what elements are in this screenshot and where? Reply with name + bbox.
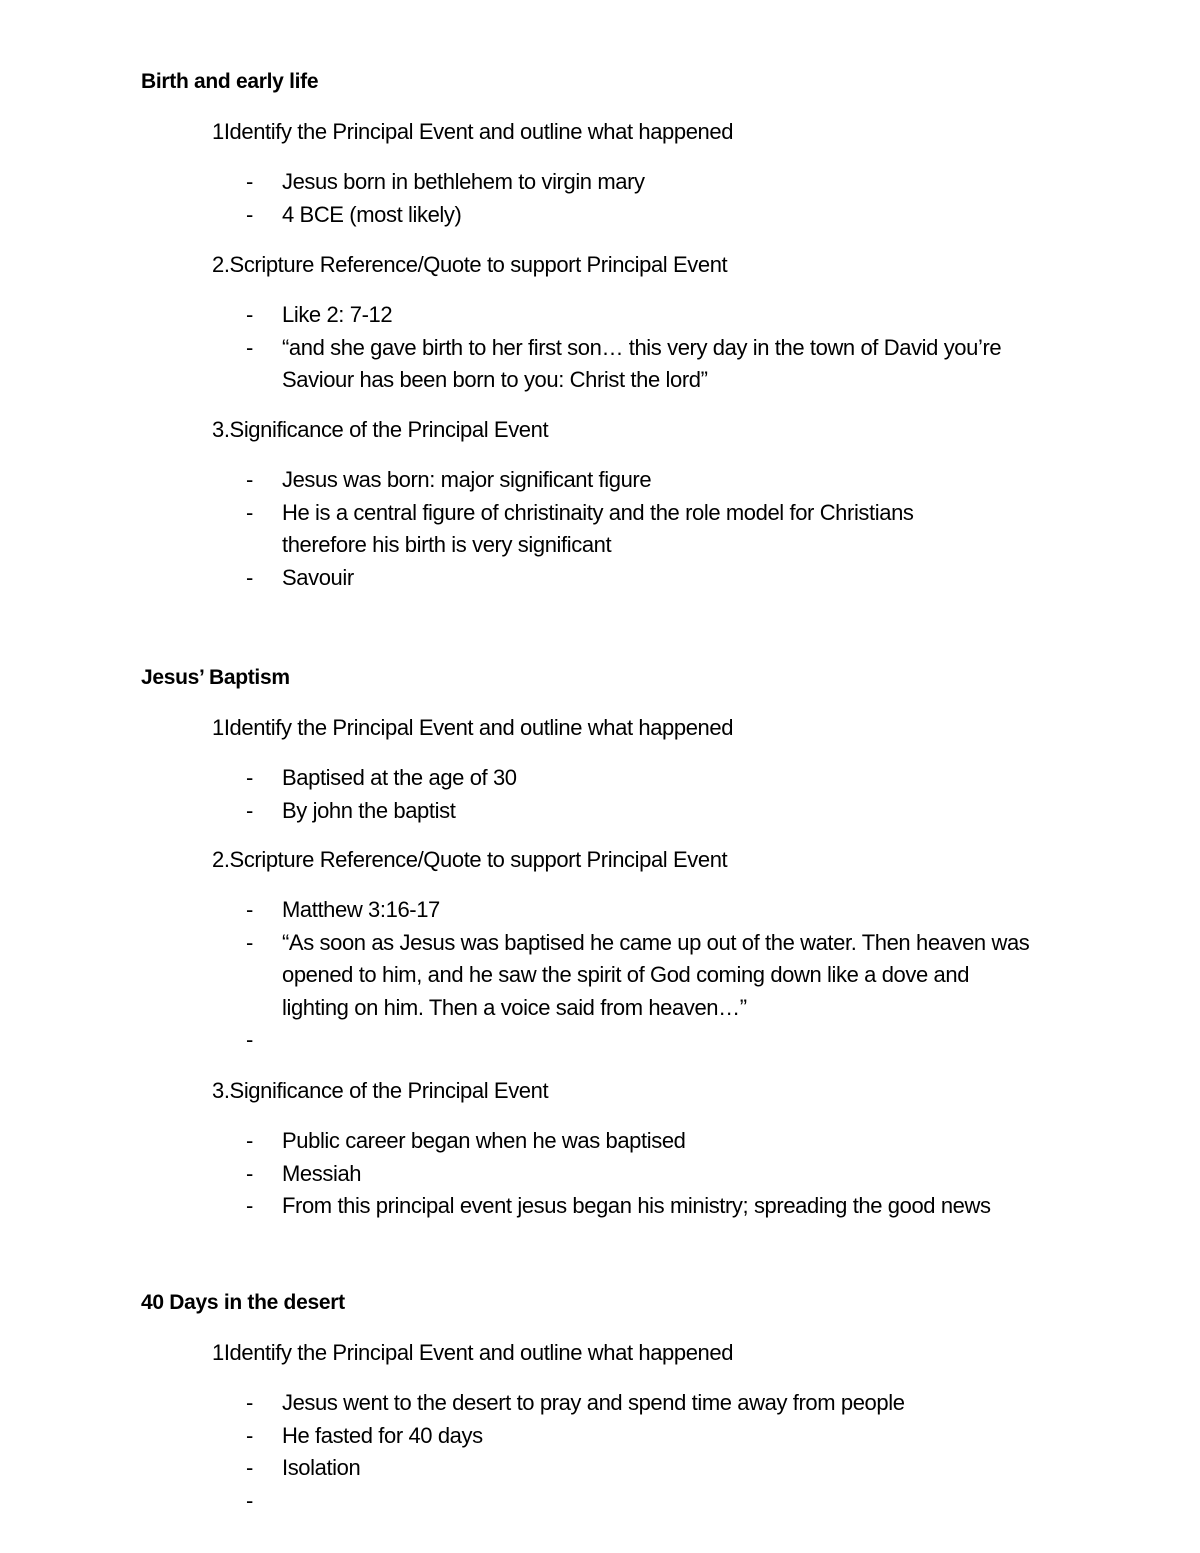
dash-bullet-icon: - (246, 499, 254, 525)
dash-bullet-icon: - (246, 929, 254, 955)
list-item: - He fasted for 40 days (0, 1420, 1200, 1453)
list-item: - Jesus was born: major significant figure (0, 464, 1200, 497)
list-item: - Jesus born in bethlehem to virgin mary (0, 166, 1200, 199)
list-item: - Messiah (0, 1158, 1200, 1191)
list-item: - By john the baptist (0, 795, 1200, 828)
dash-bullet-icon: - (246, 564, 254, 590)
dash-bullet-icon: - (246, 797, 254, 823)
list-item: - Public career began when he was baptised (0, 1125, 1200, 1158)
section-heading-birth: Birth and early life (141, 70, 319, 93)
bullet-list-event (0, 762, 1200, 827)
list-item: - “As soon as Jesus was baptised he came up out of the water. Then heaven was opened to him, and he saw the spirit of God coming down like a dove and lighting on him. Then a voice said from heaven…” (0, 927, 1200, 1025)
bullet-list-event (0, 166, 1200, 231)
dash-bullet-icon: - (246, 1128, 254, 1153)
list-item (0, 1485, 1200, 1518)
list-item: - Savouir (0, 562, 1200, 595)
dash-bullet-icon: - (246, 1390, 254, 1415)
bullet-list-scripture (0, 894, 1200, 1057)
list-item: - Matthew 3:16-17 (0, 894, 1200, 927)
dash-bullet-icon: - (246, 334, 254, 360)
list-item: - Baptised at the age of 30 (0, 762, 1200, 795)
dash-bullet-icon: - (246, 1193, 254, 1218)
bullet-list-significance (0, 464, 1200, 594)
list-item: - Isolation (0, 1452, 1200, 1485)
list-item: - Jesus went to the desert to pray and spend time away from people (0, 1387, 1200, 1420)
dash-bullet-icon: - (246, 1487, 254, 1513)
dash-bullet-icon: - (246, 1027, 254, 1052)
dash-bullet-icon: - (246, 1160, 254, 1186)
list-item (0, 1024, 1200, 1057)
dash-bullet-icon: - (246, 169, 254, 194)
dash-bullet-icon: - (246, 765, 254, 790)
question-significance: 3.Significance of the Principal Event (212, 1078, 549, 1103)
list-item: - “and she gave birth to her first son… this very day in the town of David you’re Saviour has been born to you: Christ the lord” (0, 332, 1200, 397)
dash-bullet-icon: - (246, 201, 254, 227)
dash-bullet-icon: - (246, 897, 254, 922)
list-item: - He is a central figure of christinaity and the role model for Christians therefore his birth is very significant (0, 497, 1200, 562)
question-significance: 3.Significance of the Principal Event (212, 417, 549, 442)
question-scripture-reference: 2.Scripture Reference/Quote to support Principal Event (212, 252, 728, 277)
question-identify-event: 1Identify the Principal Event and outline what happened (212, 119, 734, 144)
dash-bullet-icon: - (246, 1422, 254, 1448)
bullet-list-event (0, 1387, 1200, 1517)
dash-bullet-icon: - (246, 467, 254, 492)
bullet-list-scripture (0, 299, 1200, 397)
list-item: - 4 BCE (most likely) (0, 199, 1200, 232)
bullet-list-significance (0, 1125, 1200, 1223)
question-identify-event: 1Identify the Principal Event and outline what happened (212, 1340, 734, 1365)
list-item: - From this principal event jesus began his ministry; spreading the good news (0, 1190, 1200, 1223)
question-scripture-reference: 2.Scripture Reference/Quote to support Principal Event (212, 847, 728, 872)
list-item: - Like 2: 7-12 (0, 299, 1200, 332)
dash-bullet-icon: - (246, 1455, 254, 1480)
section-heading-desert: 40 Days in the desert (141, 1291, 345, 1314)
section-heading-baptism: Jesus’ Baptism (141, 666, 290, 689)
question-identify-event: 1Identify the Principal Event and outline what happened (212, 715, 734, 740)
dash-bullet-icon: - (246, 302, 254, 327)
